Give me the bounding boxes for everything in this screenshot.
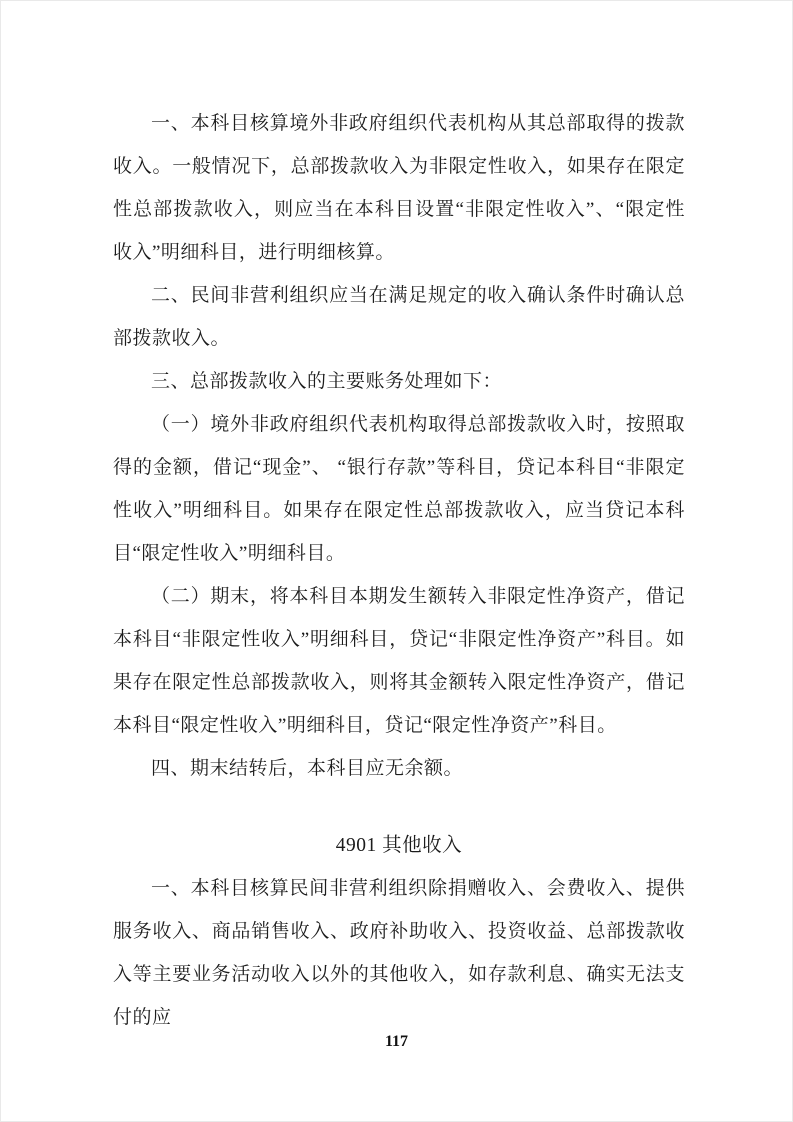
paragraph-3: 三、总部拨款收入的主要账务处理如下： bbox=[151, 371, 503, 392]
paragraph-5: （二）期末，将本科目本期发生额转入非限定性净资产，借记本科目“非限定性收入”明细科目，贷记“非限定性净资产”科目。如果存在限定性总部拨款收入，则将其金额转入限定性净资产，借记本科目“限定性收入”明细科目，贷记“限定性净资产”科目。 bbox=[113, 586, 685, 736]
paragraph-1: 一、本科目核算境外非政府组织代表机构从其总部取得的拨款收入。一般情况下，总部拨款收入为非限定性收入，如果存在限定性总部拨款收入，则应当在本科目设置“非限定性收入”、“限定性收入”明细科目，进行明细核算。 bbox=[113, 113, 685, 263]
document-body bbox=[113, 102, 685, 1039]
paragraph-2: 二、民间非营利组织应当在满足规定的收入确认条件时确认总部拨款收入。 bbox=[113, 285, 685, 349]
paragraph-6: 四、期末结转后，本科目应无余额。 bbox=[151, 758, 464, 779]
page-number: 117 bbox=[384, 1033, 409, 1050]
section-heading: 4901 其他收入 bbox=[335, 835, 463, 856]
paragraph-4: （一）境外非政府组织代表机构取得总部拨款收入时，按照取得的金额，借记“现金”、 “银行存款”等科目，贷记本科目“非限定性收入”明细科目。如果存在限定性总部拨款收入，应当贷记本科目“限定性收入”明细科目。 bbox=[113, 414, 685, 564]
paragraph-7: 一、本科目核算民间非营利组织除捐赠收入、会费收入、提供服务收入、商品销售收入、政府补助收入、投资收益、总部拨款收入等主要业务活动收入以外的其他收入，如存款利息、确实无法支付的应 bbox=[113, 878, 685, 1028]
